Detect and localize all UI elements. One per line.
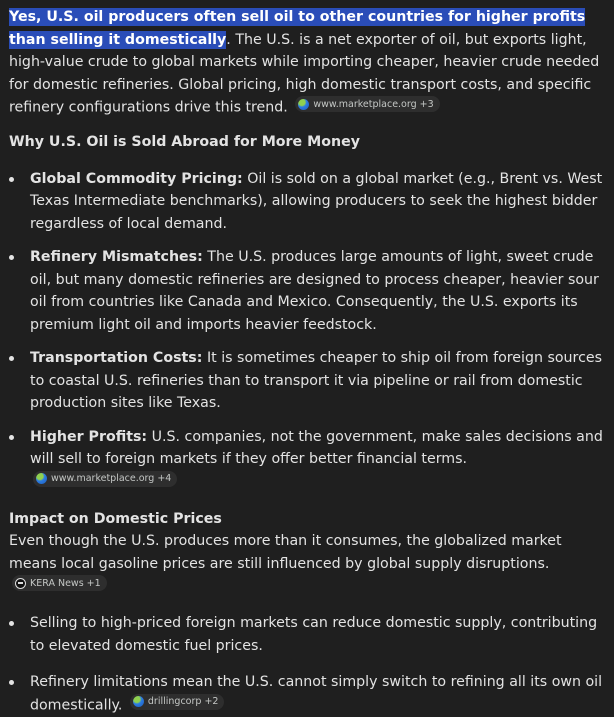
list-item-text: It is sometimes cheaper to ship oil from foreign sources to coastal U.S. refineries than to transport it via pipeline or rail from domestic production sites like Texas. bbox=[30, 350, 602, 411]
impact-list bbox=[9, 612, 609, 717]
list-item-text: Oil is sold on a global market (e.g., Brent vs. West Texas Intermediate benchmarks), allowing producers to seek the highest bidder regardless of local demand. bbox=[30, 170, 603, 232]
source-chip[interactable] bbox=[295, 96, 439, 112]
source-chip-label: www.marketplace.org +4 bbox=[51, 473, 172, 484]
globe-icon bbox=[298, 99, 309, 110]
list-item bbox=[9, 168, 609, 236]
list-item bbox=[9, 671, 609, 717]
intro-paragraph bbox=[9, 6, 609, 119]
intro-text: . The U.S. is a net exporter of oil, but exports light, high-value crude to global markets while importing cheaper, heavier crude needed for domestic refineries. Global pricing, high domestic transport costs, and specific refinery configurations drive this trend. bbox=[9, 31, 600, 116]
list-item bbox=[9, 246, 609, 336]
list-item-title: Transportation Costs: bbox=[30, 350, 203, 366]
list-item bbox=[9, 612, 609, 657]
list-item bbox=[9, 426, 609, 494]
source-chip[interactable] bbox=[12, 575, 107, 591]
source-chip-label: www.marketplace.org +3 bbox=[313, 98, 434, 110]
list-item-title: Global Commodity Pricing: bbox=[30, 170, 243, 187]
reasons-list bbox=[9, 168, 609, 494]
list-item-text: Refinery limitations mean the U.S. cannot simply switch to refining all its own oil domestically. bbox=[30, 674, 603, 713]
impact-text: Even though the U.S. produces more than it consumes, the globalized market means local gasoline prices are still influenced by global supply disruptions. bbox=[9, 533, 562, 572]
list-item-text: U.S. companies, not the government, make sales decisions and will sell to foreign markets if they offer better financial terms. bbox=[30, 428, 603, 467]
list-item-title: Higher Profits: bbox=[30, 428, 148, 445]
list-item-text: The U.S. produces large amounts of light, sweet crude oil, but many domestic refineries are designed to process cheaper, heavier sour oil from countries like Canada and Mexico. Consequently, the U.S. exports its premium light oil and imports heavier feedstock. bbox=[30, 249, 599, 333]
highlighted-answer[interactable]: Yes, U.S. oil producers often sell oil to other countries for higher profits than selling it domestically bbox=[9, 9, 586, 48]
source-chip[interactable] bbox=[33, 471, 177, 487]
response-content bbox=[9, 6, 609, 717]
source-chip-label: KERA News +1 bbox=[30, 577, 101, 589]
section-heading: Why U.S. Oil is Sold Abroad for More Money bbox=[9, 134, 360, 150]
kera-news-icon bbox=[15, 578, 26, 589]
list-item-title: Refinery Mismatches: bbox=[30, 249, 203, 265]
globe-icon bbox=[36, 473, 47, 484]
source-chip[interactable] bbox=[130, 694, 225, 710]
source-chip-label: drillingcorp +2 bbox=[147, 696, 219, 707]
list-item-text: Selling to high-priced foreign markets can reduce domestic supply, contributing to elevated domestic fuel prices. bbox=[30, 615, 598, 654]
list-item bbox=[9, 347, 609, 415]
impact-paragraph bbox=[9, 530, 609, 598]
section-heading: Impact on Domestic Prices bbox=[9, 510, 222, 527]
globe-icon bbox=[133, 696, 144, 707]
